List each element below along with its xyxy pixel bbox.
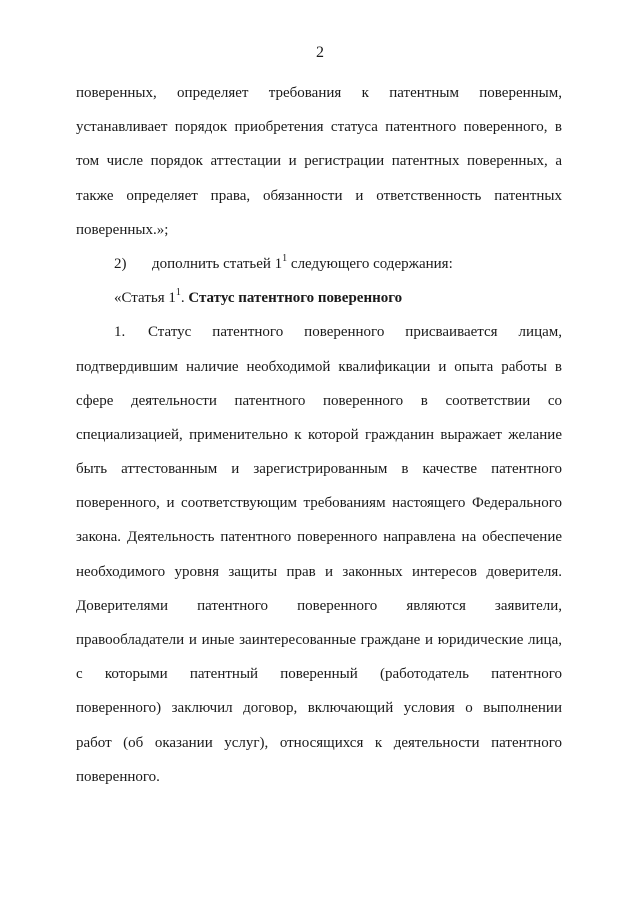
body-line: поверенных, определяет требования к патентным поверенным, bbox=[76, 85, 562, 101]
body-line: быть аттестованным и зарегистрированным в качестве патентного bbox=[76, 461, 562, 478]
body-line: с которыми патентный поверенный (работодатель патентного bbox=[76, 666, 562, 683]
paragraph-1-first-line bbox=[76, 319, 562, 353]
body-line: устанавливает порядок приобретения статуса патентного поверенного, в bbox=[76, 119, 562, 136]
body-line: правообладатели и иные заинтересованные граждане и юридические лица, bbox=[76, 632, 562, 648]
body-line: Доверителями патентного поверенного являются заявители, bbox=[76, 597, 562, 614]
body-line: закона. Деятельность патентного поверенного направлена на обеспечение bbox=[76, 529, 562, 546]
page-number: 2 bbox=[316, 44, 324, 61]
body-line: поверенного. bbox=[76, 768, 160, 785]
body-line: необходимого уровня защиты прав и законных интересов доверителя. bbox=[76, 563, 562, 580]
body-line: специализацией, применительно к которой гражданин выражает желание bbox=[76, 426, 562, 443]
superscript: 1 bbox=[282, 252, 288, 264]
list-item-text: дополнить статьей 1 bbox=[152, 255, 283, 272]
body-line: поверенных.»; bbox=[76, 221, 169, 238]
body-line: сфере деятельности патентного поверенного в соответствии со bbox=[76, 392, 562, 409]
body-line: поверенного, и соответствующим требованиям настоящего Федерального bbox=[76, 495, 562, 512]
body-line: поверенного) заключил договор, включающий условия о выполнении bbox=[76, 700, 562, 717]
body-line: Статус патентного поверенного присваивается лицам, bbox=[148, 324, 562, 341]
paragraph-number: 1. bbox=[114, 324, 126, 341]
list-item-number: 2) bbox=[114, 255, 127, 272]
body-line: подтвердившим наличие необходимой квалификации и опыта работы в bbox=[76, 358, 562, 375]
superscript: 1 bbox=[175, 287, 181, 299]
article-title: Статус патентного поверенного bbox=[188, 290, 403, 307]
article-heading bbox=[76, 285, 562, 319]
list-item-text-rest: следующего содержания: bbox=[287, 255, 453, 272]
body-line: том числе порядок аттестации и регистрации патентных поверенных, а bbox=[76, 153, 562, 170]
article-prefix: «Статья 1 bbox=[114, 290, 176, 307]
body-line: работ (об оказании услуг), относящихся к деятельности патентного bbox=[76, 734, 562, 751]
body-line: также определяет права, обязанности и ответственность патентных bbox=[76, 187, 562, 204]
list-item-2 bbox=[76, 251, 562, 285]
article-dot: . bbox=[180, 290, 189, 307]
document-body bbox=[76, 80, 562, 798]
